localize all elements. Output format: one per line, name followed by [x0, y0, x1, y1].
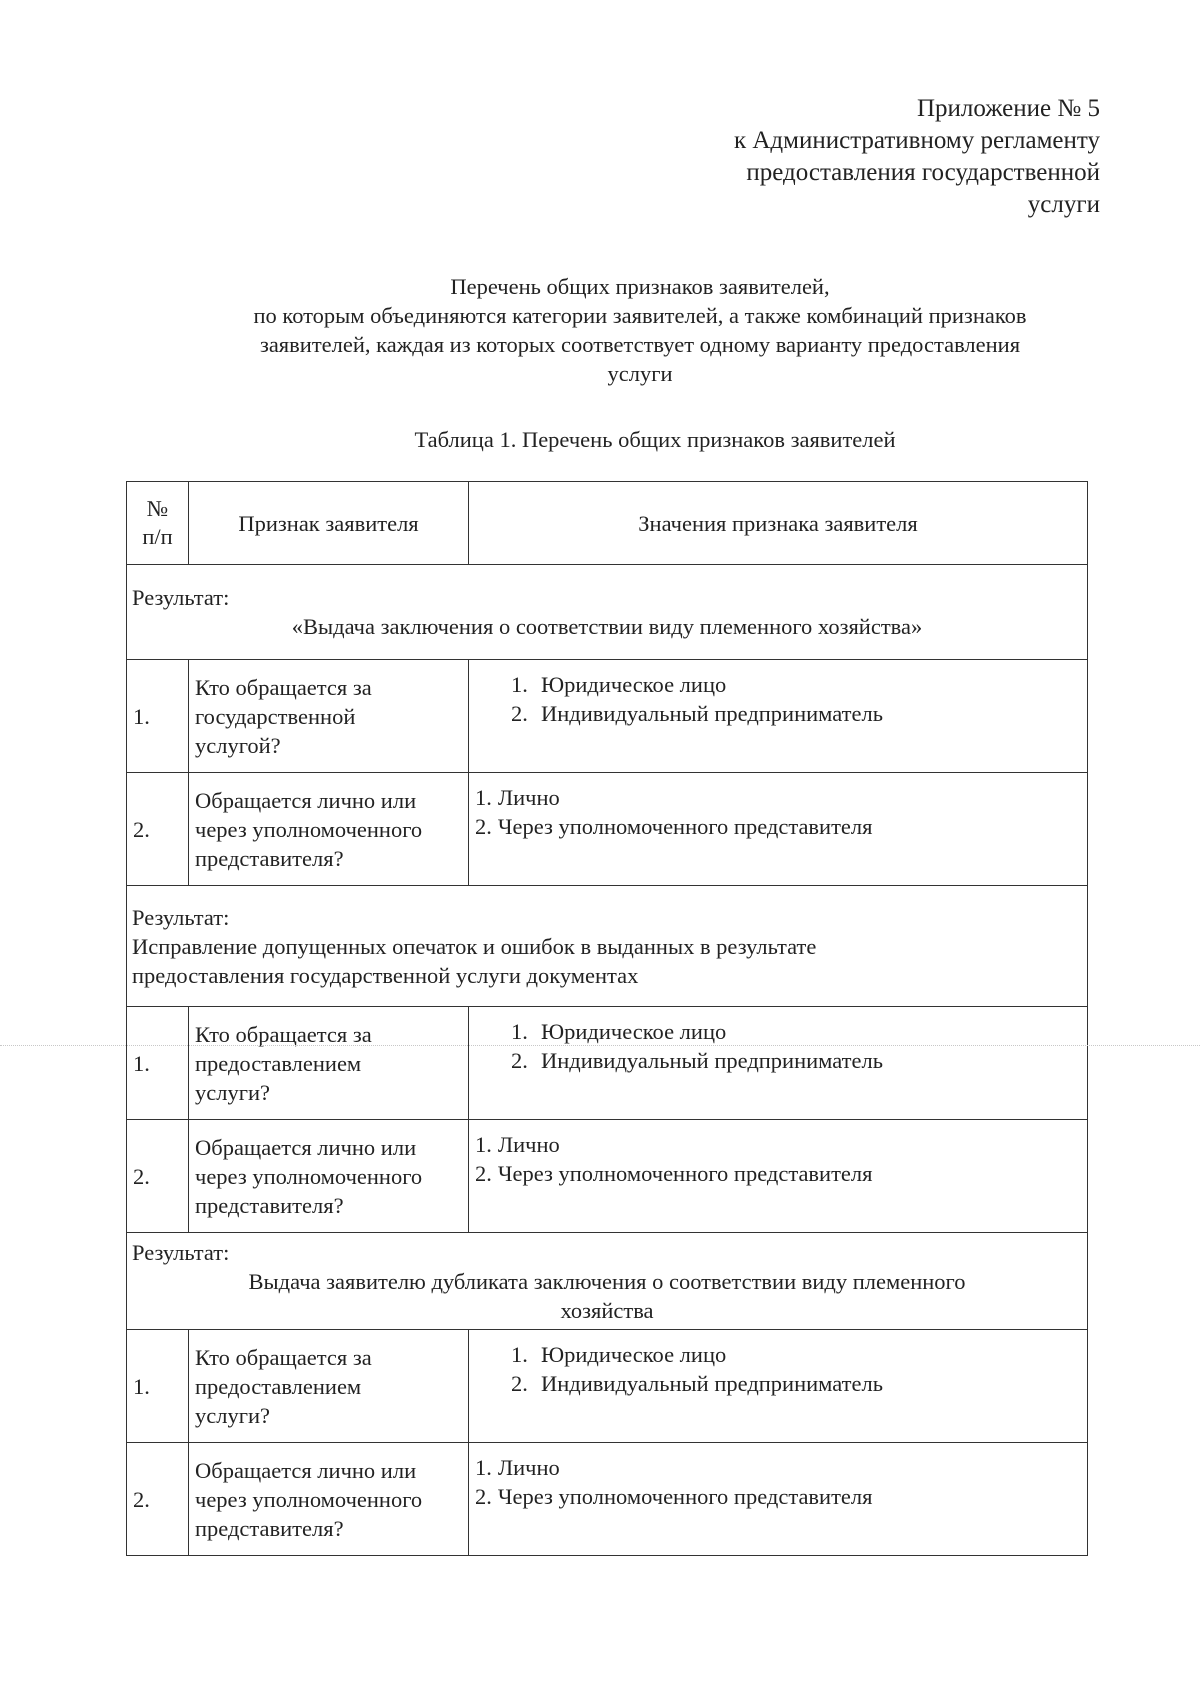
attribute-line: Кто обращается за: [195, 1344, 372, 1370]
row-number: 2.: [127, 1120, 189, 1233]
attribute-line: представителя?: [195, 845, 344, 871]
table-row: [127, 1443, 1088, 1556]
value-item: 1. Юридическое лицо: [511, 672, 727, 697]
table-row: [127, 660, 1088, 773]
result-text: Исправление допущенных опечаток и ошибок в выданных в результате: [132, 933, 817, 959]
row-number: 1.: [127, 1330, 189, 1443]
attribute-line: через уполномоченного: [195, 816, 423, 842]
row-attribute: [189, 773, 469, 886]
header-number-abbr: п/п: [142, 524, 173, 549]
attribute-line: предоставлением: [195, 1050, 362, 1076]
value-item: 2. Через уполномоченного представителя: [475, 1161, 873, 1186]
row-attribute: [189, 660, 469, 773]
result-label: Результат:: [132, 1239, 230, 1265]
result-text: предоставления государственной услуги документах: [132, 962, 639, 988]
result-row: [127, 565, 1088, 660]
result-cell: [127, 886, 1088, 1007]
attribute-line: через уполномоченного: [195, 1163, 423, 1189]
table-row: [127, 1007, 1088, 1120]
appendix-line: Приложение № 5: [916, 95, 1100, 122]
row-attribute: [189, 1443, 469, 1556]
appendix-line: к Административному регламенту: [733, 127, 1100, 154]
result-text: Выдача заявителю дубликата заключения о соответствии виду племенного: [248, 1268, 966, 1294]
attribute-line: государственной: [195, 703, 356, 729]
row-attribute: [189, 1120, 469, 1233]
result-row: [127, 1233, 1088, 1330]
attribute-line: Обращается лично или: [195, 1457, 417, 1483]
appendix-line: услуги: [1027, 191, 1100, 218]
result-cell: [127, 1233, 1088, 1330]
title-line: Перечень общих признаков заявителей,: [450, 274, 830, 299]
attribute-line: Кто обращается за: [195, 674, 372, 700]
value-item: 1. Лично: [475, 1455, 560, 1480]
appendix-header: [540, 93, 1100, 221]
value-item: 1. Юридическое лицо: [511, 1019, 727, 1044]
value-item: 2. Индивидуальный предприниматель: [511, 1048, 883, 1073]
attribute-line: услугой?: [195, 732, 281, 758]
header-number: [127, 482, 189, 565]
row-values: [469, 1330, 1088, 1443]
row-values: [469, 660, 1088, 773]
table-caption: Таблица 1. Перечень общих признаков заявителей: [414, 427, 896, 452]
header-attribute: Признак заявителя: [189, 482, 469, 565]
appendix-line: предоставления государственной: [746, 159, 1100, 186]
attribute-line: Обращается лично или: [195, 1134, 417, 1160]
table-row: [127, 1330, 1088, 1443]
row-values: [469, 773, 1088, 886]
attribute-line: через уполномоченного: [195, 1486, 423, 1512]
attribute-line: услуги?: [195, 1079, 270, 1105]
result-text: хозяйства: [560, 1297, 654, 1323]
value-item: 1. Юридическое лицо: [511, 1342, 727, 1367]
value-item: 2. Через уполномоченного представителя: [475, 814, 873, 839]
result-row: [127, 886, 1088, 1007]
header-number-symbol: №: [146, 496, 169, 521]
value-item: 2. Индивидуальный предприниматель: [511, 1371, 883, 1396]
table-row: [127, 773, 1088, 886]
result-label: Результат:: [132, 904, 230, 930]
result-text: «Выдача заключения о соответствии виду племенного хозяйства»: [291, 614, 923, 639]
row-values: [469, 1120, 1088, 1233]
attribute-line: представителя?: [195, 1515, 344, 1541]
result-label: Результат:: [132, 585, 230, 610]
attribute-line: предоставлением: [195, 1373, 362, 1399]
row-values: [469, 1007, 1088, 1120]
row-number: 2.: [127, 773, 189, 886]
attribute-line: Обращается лично или: [195, 787, 417, 813]
table-header-row: [127, 482, 1088, 565]
value-item: 2. Индивидуальный предприниматель: [511, 701, 883, 726]
row-number: 2.: [127, 1443, 189, 1556]
value-item: 1. Лично: [475, 785, 560, 810]
attribute-line: представителя?: [195, 1192, 344, 1218]
row-attribute: [189, 1330, 469, 1443]
attribute-line: услуги?: [195, 1402, 270, 1428]
row-attribute: [189, 1007, 469, 1120]
scan-artifact-line: [0, 1045, 1200, 1046]
value-item: 1. Лично: [475, 1132, 560, 1157]
row-number: 1.: [127, 660, 189, 773]
document-title: [160, 272, 1120, 388]
row-number: 1.: [127, 1007, 189, 1120]
title-line: по которым объединяются категории заявителей, а также комбинаций признаков: [253, 303, 1027, 328]
row-values: [469, 1443, 1088, 1556]
result-cell: [127, 565, 1088, 660]
title-line: услуги: [607, 361, 673, 386]
title-line: заявителей, каждая из которых соответствует одному варианту предоставления: [259, 332, 1021, 357]
attribute-line: Кто обращается за: [195, 1021, 372, 1047]
applicant-criteria-table: [126, 481, 1088, 1556]
header-values: Значения признака заявителя: [469, 482, 1088, 565]
value-item: 2. Через уполномоченного представителя: [475, 1484, 873, 1509]
table-row: [127, 1120, 1088, 1233]
